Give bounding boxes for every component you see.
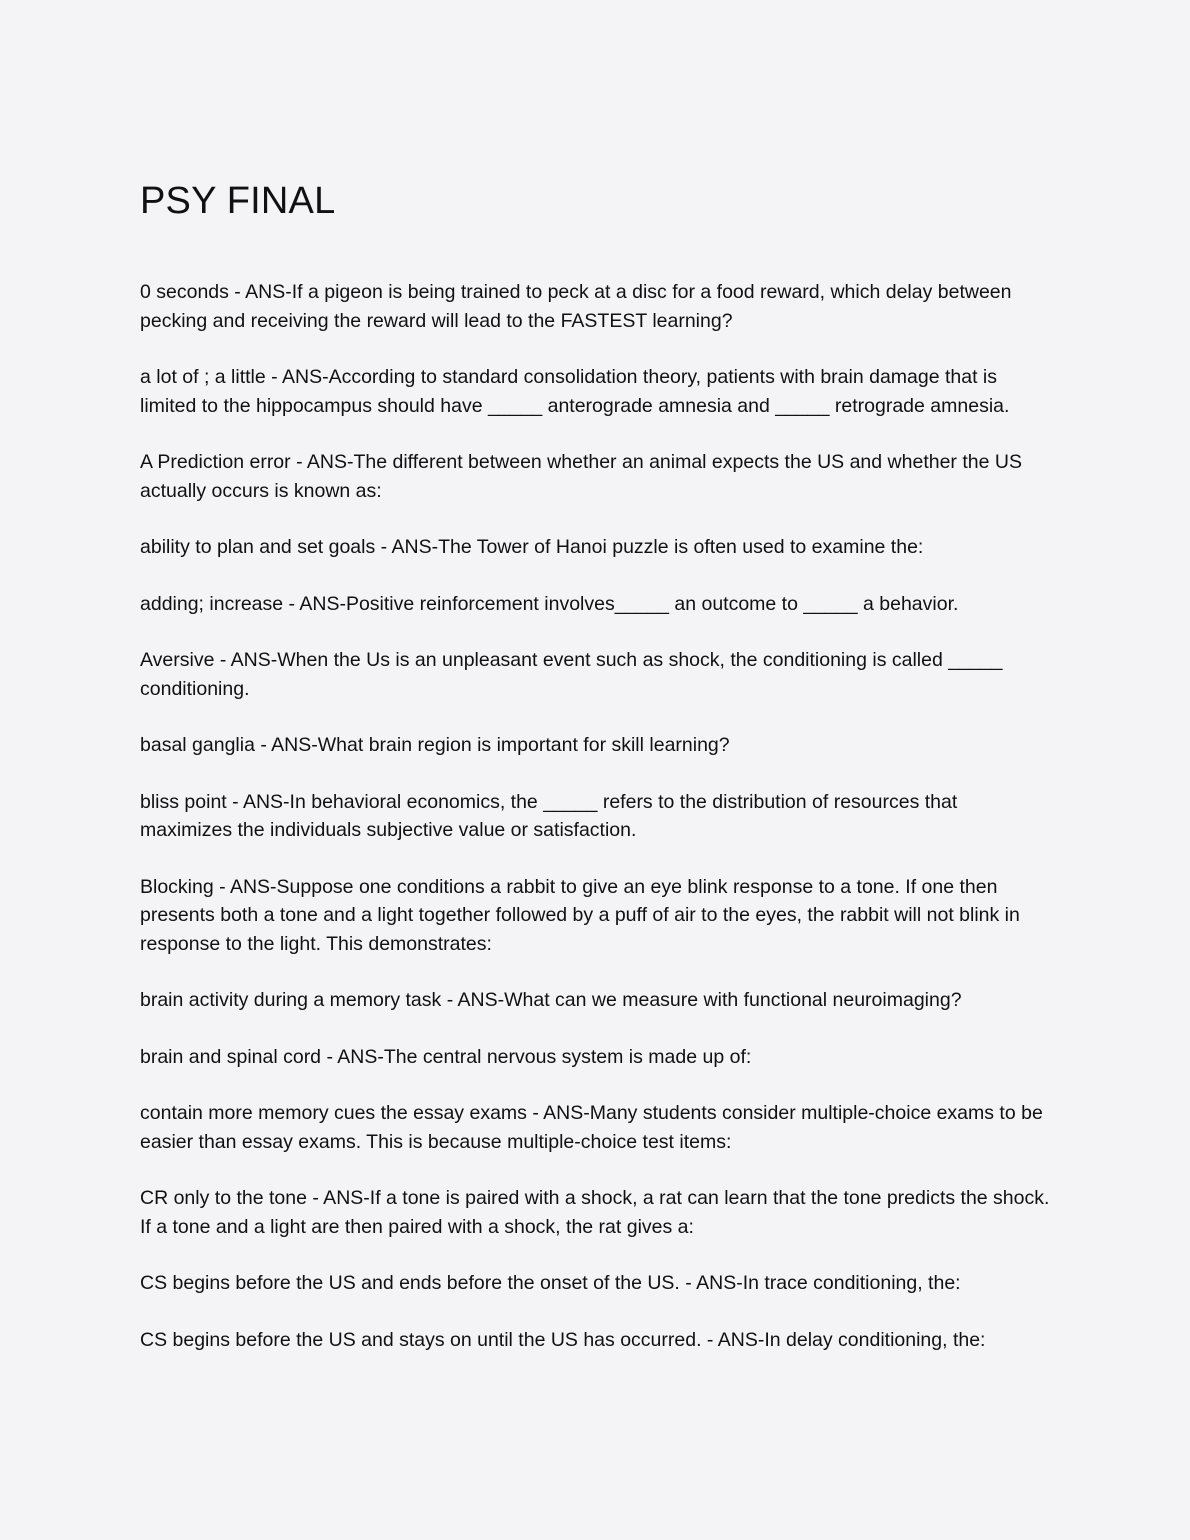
flashcard-entry: brain activity during a memory task - ANS-What can we measure with functional neuroimaging?: [140, 989, 962, 1011]
flashcard-entry: CR only to the tone - ANS-If a tone is paired with a shock, a rat can learn that the tone predicts the shock. If a tone and a light are then paired with a shock, the rat gives a:: [140, 1187, 1050, 1238]
flashcard-entry: basal ganglia - ANS-What brain region is important for skill learning?: [140, 734, 730, 756]
flashcard-entry: A Prediction error - ANS-The different between whether an animal expects the US and whether the US actually occurs is known as:: [140, 451, 1022, 502]
flashcard-entry: bliss point - ANS-In behavioral economics, the _____ refers to the distribution of resources that maximizes the individuals subjective value or satisfaction.: [140, 790, 958, 841]
flashcard-entry: contain more memory cues the essay exams - ANS-Many students consider multiple-choice exams to be easier than essay exams. This is because multiple-choice test items:: [140, 1102, 1043, 1153]
flashcard-entry: Blocking - ANS-Suppose one conditions a rabbit to give an eye blink response to a tone. If one then presents both a tone and a light together followed by a puff of air to the eyes, the rabbit will not blink in response to the light. This demonstrates:: [140, 875, 1020, 955]
page-title: PSY FINAL: [140, 180, 336, 222]
flashcard-entry: adding; increase - ANS-Positive reinforcement involves_____ an outcome to _____ a behavior.: [140, 592, 959, 615]
flashcard-entry: brain and spinal cord - ANS-The central nervous system is made up of:: [140, 1045, 752, 1068]
flashcard-entry: ability to plan and set goals - ANS-The Tower of Hanoi puzzle is often used to examine the:: [140, 536, 924, 558]
flashcard-entry: 0 seconds - ANS-If a pigeon is being trained to peck at a disc for a food reward, which delay between pecking and receiving the reward will lead to the FASTEST learning?: [140, 281, 1012, 332]
document-page: [140, 176, 1050, 1382]
flashcard-entry: CS begins before the US and ends before the onset of the US. - ANS-In trace conditioning, the:: [140, 1272, 961, 1294]
flashcard-entry: CS begins before the US and stays on until the US has occurred. - ANS-In delay conditioning, the:: [140, 1328, 986, 1351]
flashcard-entry: Aversive - ANS-When the Us is an unpleasant event such as shock, the conditioning is called _____ conditioning.: [140, 649, 1003, 700]
flashcard-entry: a lot of ; a little - ANS-According to standard consolidation theory, patients with brain damage that is limited to the hippocampus should have _____ anterograde amnesia and _____ retrograde amnesia.: [140, 366, 1010, 417]
